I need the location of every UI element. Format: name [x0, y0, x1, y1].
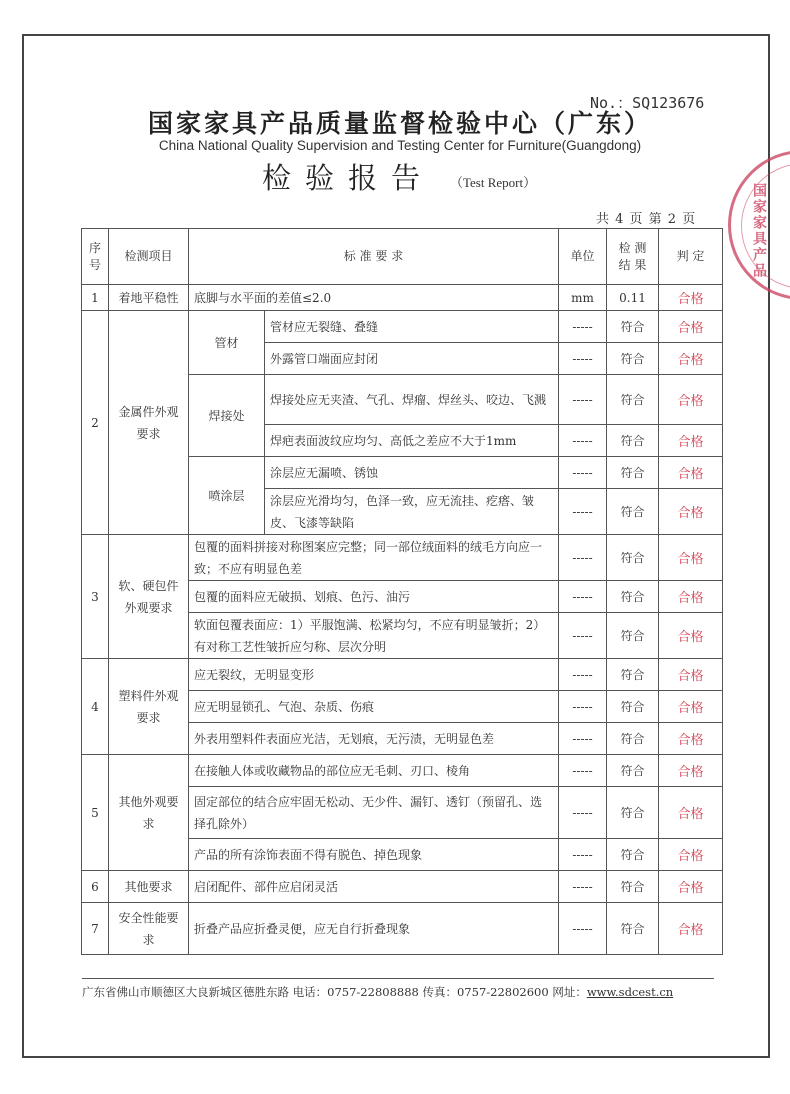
row-result: 符合 [607, 787, 659, 839]
row-result: 符合 [607, 535, 659, 581]
row-verdict: 合格 [659, 755, 723, 787]
row-unit: ----- [559, 375, 607, 425]
row-requirement: 固定部位的结合应牢固无松动、无少件、漏钉、透钉（预留孔、选择孔除外） [189, 787, 559, 839]
header-result: 检 测 结 果 [607, 229, 659, 285]
row-verdict: 合格 [659, 871, 723, 903]
row-verdict: 合格 [659, 903, 723, 955]
footer-divider [82, 978, 714, 979]
row-requirement: 管材应无裂缝、叠缝 [265, 311, 559, 343]
row-unit: ----- [559, 311, 607, 343]
table-row [82, 311, 723, 343]
row-verdict: 合格 [659, 691, 723, 723]
row-unit: ----- [559, 489, 607, 535]
row-requirement: 折叠产品应折叠灵便，应无自行折叠现象 [189, 903, 559, 955]
row-verdict: 合格 [659, 285, 723, 311]
row-result: 符合 [607, 489, 659, 535]
row-result: 符合 [607, 659, 659, 691]
row-unit: ----- [559, 787, 607, 839]
table-header-row [82, 229, 723, 285]
footer-address: 广东省佛山市顺德区大良新城区德胜东路 电话：0757-22808888 传真：0757-22802600 网址： [82, 985, 587, 999]
row-verdict: 合格 [659, 489, 723, 535]
row-result: 符合 [607, 871, 659, 903]
header-seq: 序号 [82, 229, 109, 285]
row-unit: ----- [559, 723, 607, 755]
row-unit: ----- [559, 903, 607, 955]
row-verdict: 合格 [659, 457, 723, 489]
row-result: 符合 [607, 311, 659, 343]
row-requirement: 包覆的面料应无破损、划痕、色污、油污 [189, 581, 559, 613]
row-requirement: 在接触人体或收藏物品的部位应无毛刺、刃口、棱角 [189, 755, 559, 787]
test-results-table [81, 228, 723, 955]
report-subtitle-english: （Test Report） [450, 175, 537, 190]
row-seq: 7 [82, 903, 109, 955]
row-item: 着地平稳性 [109, 285, 189, 311]
page-title: 国家家具产品质量监督检验中心（广东） [147, 109, 652, 138]
row-seq: 2 [82, 311, 109, 535]
row-result: 符合 [607, 425, 659, 457]
row-verdict: 合格 [659, 723, 723, 755]
row-requirement: 应无明显锁孔、气泡、杂质、伤痕 [189, 691, 559, 723]
row-item: 安全性能要求 [109, 903, 189, 955]
row-result: 符合 [607, 903, 659, 955]
table-row [82, 535, 723, 581]
row-result: 0.11 [607, 285, 659, 311]
row-requirement: 启闭配件、部件应启闭灵活 [189, 871, 559, 903]
row-unit: ----- [559, 871, 607, 903]
header-verdict: 判 定 [659, 229, 723, 285]
row-seq: 3 [82, 535, 109, 659]
page-indicator: 共 4 页 第 2 页 [596, 212, 697, 227]
row-verdict: 合格 [659, 375, 723, 425]
row-verdict: 合格 [659, 839, 723, 871]
row-unit: ----- [559, 659, 607, 691]
row-seq: 6 [82, 871, 109, 903]
table-row [82, 903, 723, 955]
page-title-english: China National Quality Supervision and Testing Center for Furniture(Guangdong) [158, 138, 642, 153]
header-item: 检测项目 [109, 229, 189, 285]
row-sub-item: 管材 [189, 311, 265, 375]
row-unit: mm [559, 285, 607, 311]
row-requirement: 软面包覆表面应：1）平服饱满、松紧均匀，不应有明显皱折；2）有对称工艺性皱折应匀称、层次分明 [189, 613, 559, 659]
table-row [82, 659, 723, 691]
row-requirement: 应无裂纹，无明显变形 [189, 659, 559, 691]
row-unit: ----- [559, 343, 607, 375]
row-result: 符合 [607, 581, 659, 613]
report-number: No.：SQ123676 [590, 94, 705, 112]
row-verdict: 合格 [659, 535, 723, 581]
row-unit: ----- [559, 755, 607, 787]
row-sub-item: 喷涂层 [189, 457, 265, 535]
row-result: 符合 [607, 755, 659, 787]
row-seq: 5 [82, 755, 109, 871]
table-row [82, 871, 723, 903]
header-requirement: 标 准 要 求 [189, 229, 559, 285]
row-seq: 1 [82, 285, 109, 311]
row-result: 符合 [607, 343, 659, 375]
row-item: 金属件外观要求 [109, 311, 189, 535]
row-requirement: 涂层应无漏喷、锈蚀 [265, 457, 559, 489]
row-verdict: 合格 [659, 343, 723, 375]
row-result: 符合 [607, 723, 659, 755]
footer-website-link[interactable]: www.sdcest.cn [586, 985, 674, 999]
row-requirement: 底脚与水平面的差值≤2.0 [189, 285, 559, 311]
row-unit: ----- [559, 457, 607, 489]
row-result: 符合 [607, 375, 659, 425]
row-item: 其他外观要求 [109, 755, 189, 871]
seal-text: 国家家具产品 [751, 183, 767, 279]
report-subtitle: 检验报告 [262, 161, 435, 195]
row-requirement: 焊疤表面波纹应均匀、高低之差应不大于1mm [265, 425, 559, 457]
row-unit: ----- [559, 581, 607, 613]
row-verdict: 合格 [659, 659, 723, 691]
row-verdict: 合格 [659, 425, 723, 457]
table-row [82, 285, 723, 311]
row-unit: ----- [559, 691, 607, 723]
row-requirement: 产品的所有涂饰表面不得有脱色、掉色现象 [189, 839, 559, 871]
row-requirement: 包覆的面料拼接对称图案应完整；同一部位绒面料的绒毛方向应一致；不应有明显色差 [189, 535, 559, 581]
row-sub-item: 焊接处 [189, 375, 265, 457]
row-seq: 4 [82, 659, 109, 755]
row-verdict: 合格 [659, 787, 723, 839]
row-verdict: 合格 [659, 311, 723, 343]
row-unit: ----- [559, 535, 607, 581]
row-item: 其他要求 [109, 871, 189, 903]
footer [82, 984, 722, 1000]
row-result: 符合 [607, 691, 659, 723]
row-requirement: 涂层应光滑均匀，色泽一致，应无流挂、疙瘩、皱皮、飞漆等缺陷 [265, 489, 559, 535]
row-item: 软、硬包件外观要求 [109, 535, 189, 659]
row-verdict: 合格 [659, 581, 723, 613]
row-unit: ----- [559, 839, 607, 871]
row-result: 符合 [607, 613, 659, 659]
row-item: 塑料件外观要求 [109, 659, 189, 755]
row-unit: ----- [559, 613, 607, 659]
row-result: 符合 [607, 839, 659, 871]
row-verdict: 合格 [659, 613, 723, 659]
row-requirement: 外露管口端面应封闭 [265, 343, 559, 375]
row-result: 符合 [607, 457, 659, 489]
row-unit: ----- [559, 425, 607, 457]
row-requirement: 外表用塑料件表面应光洁，无划痕，无污渍，无明显色差 [189, 723, 559, 755]
table-row [82, 755, 723, 787]
row-requirement: 焊接处应无夹渣、气孔、焊瘤、焊丝头、咬边、飞溅 [265, 375, 559, 425]
header-unit: 单位 [559, 229, 607, 285]
